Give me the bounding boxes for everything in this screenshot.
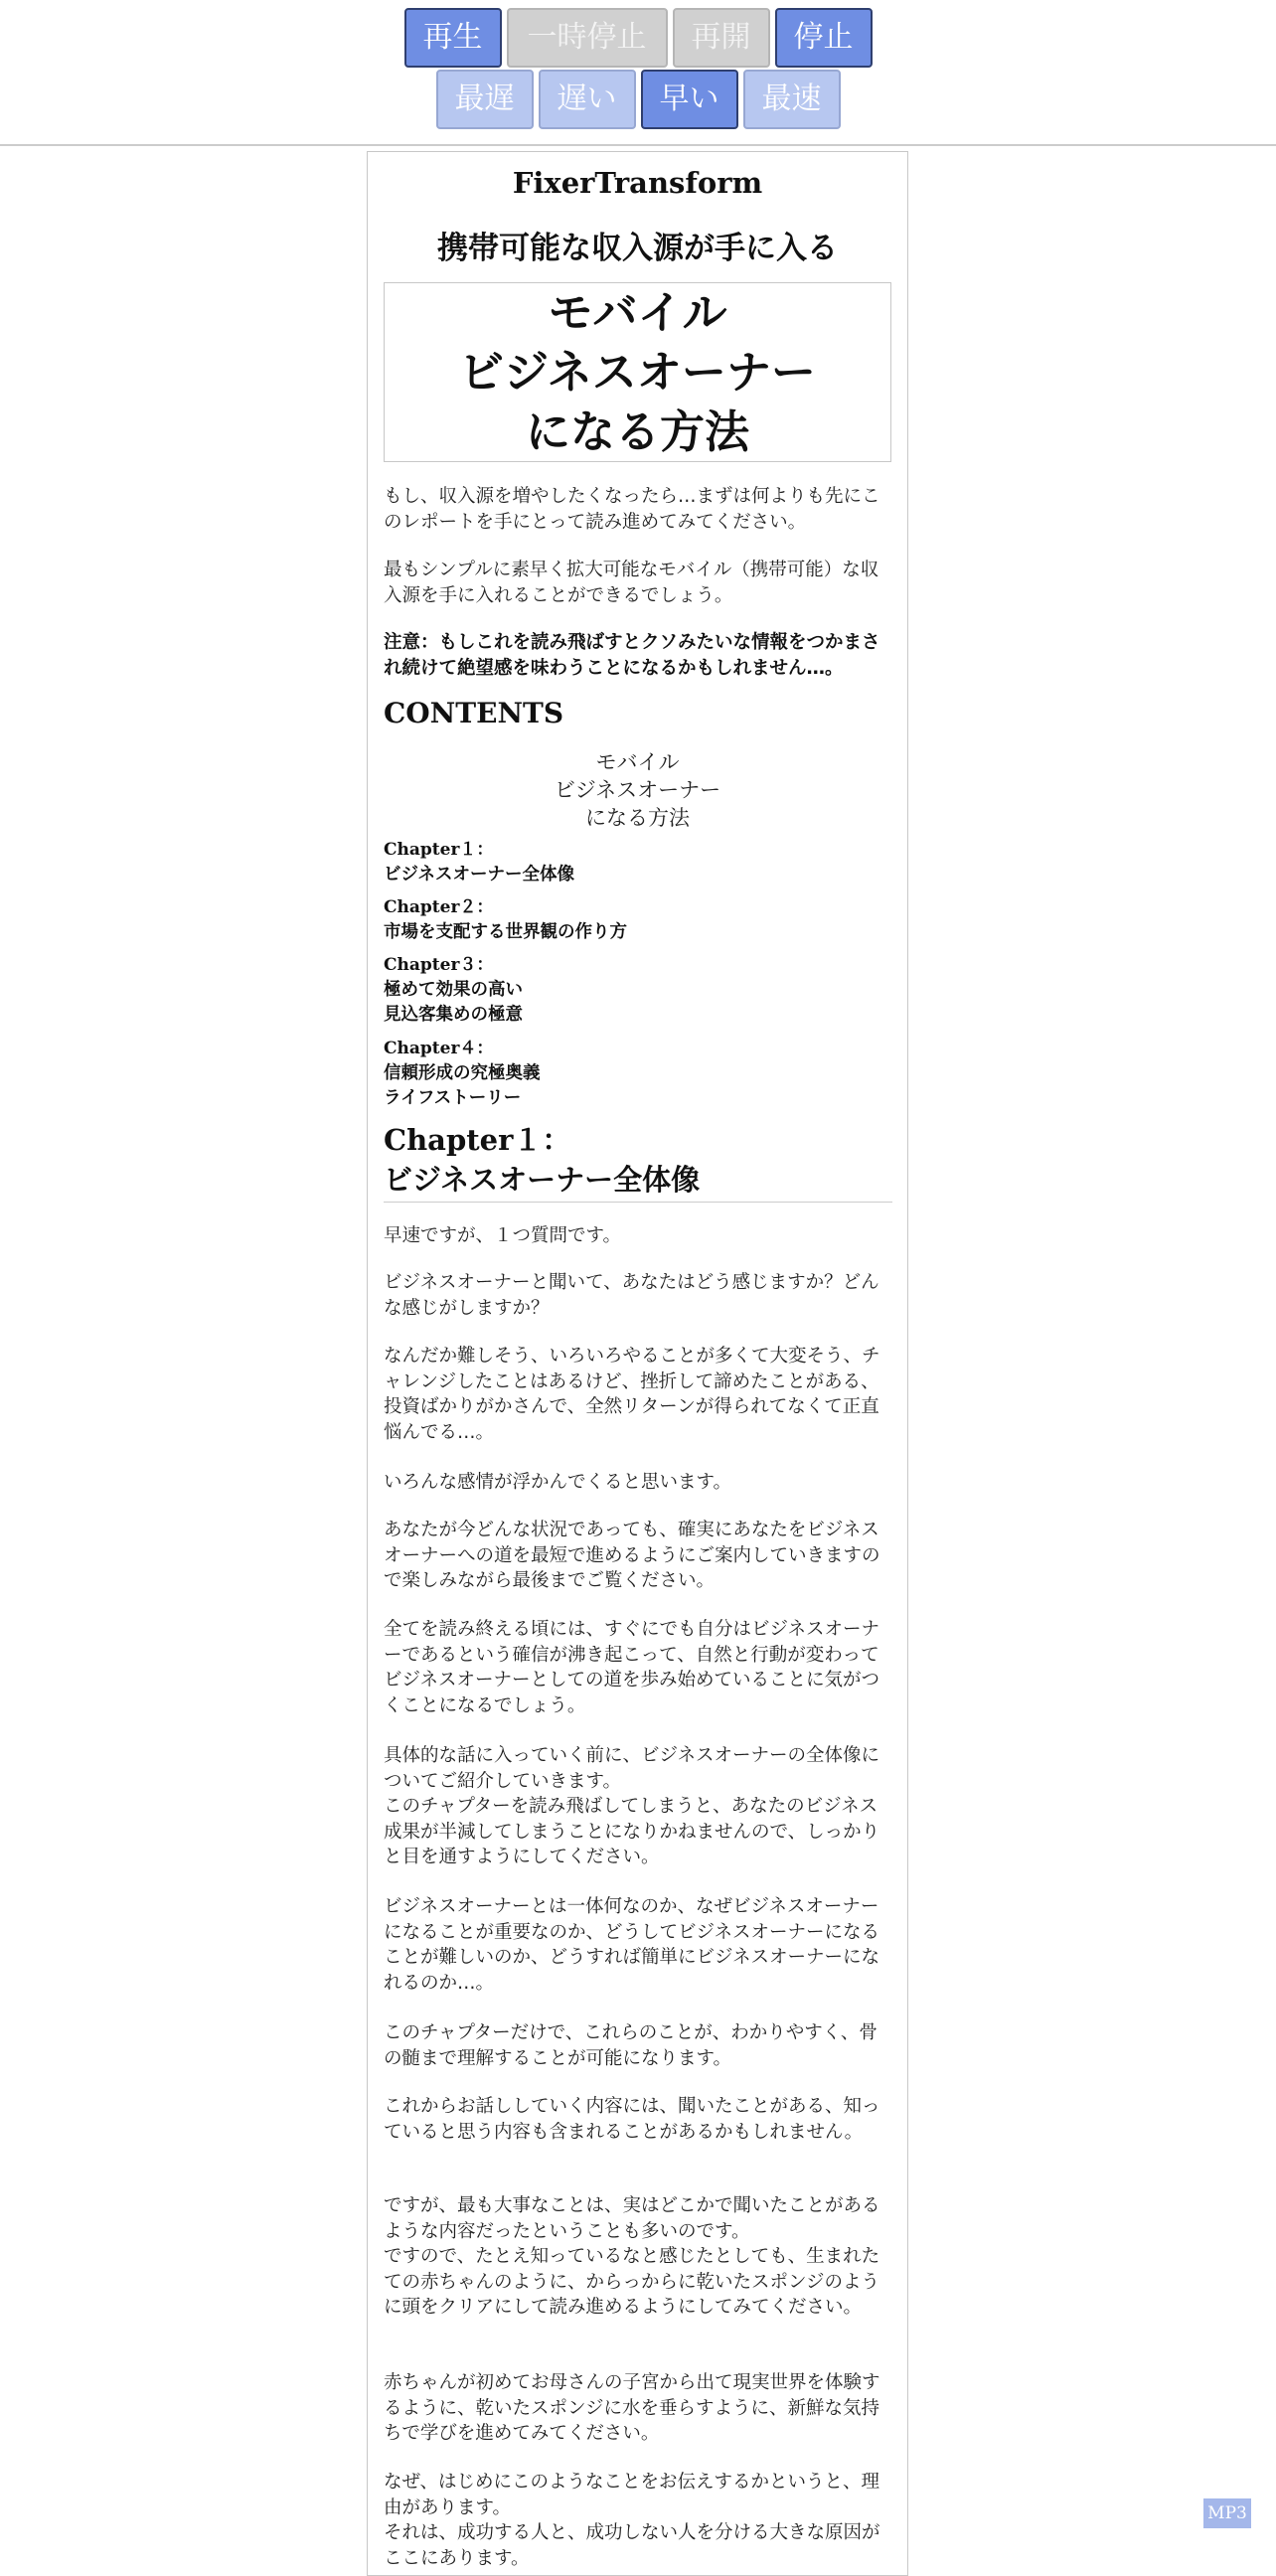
page-subtitle: 携帯可能な収入源が手に入る: [437, 231, 838, 266]
mp3-download-button[interactable]: MP3: [1203, 2498, 1251, 2528]
chapter-1-name: ビジネスオーナー全体像: [384, 1163, 701, 1197]
chapter-1-paragraph: いろんな感情が浮かんでくると思います。: [384, 1472, 732, 1493]
toc-chapter-label[interactable]: Chapter３：: [384, 955, 494, 975]
toc-book-title-line: ビジネスオーナー: [554, 778, 721, 802]
toc-chapter-label[interactable]: Chapter４：: [384, 1039, 494, 1058]
hero-title-line: モバイル: [548, 285, 727, 339]
speed-fast-button[interactable]: 早い: [641, 70, 738, 129]
hero-title-line: になる方法: [525, 404, 749, 458]
toc-chapter-title[interactable]: 市場を支配する世界観の作り方: [384, 922, 627, 942]
resume-button[interactable]: 再開: [673, 8, 770, 68]
chapter-1-paragraph: 具体的な話に入っていく前に、ビジネスオーナーの全体像についてご紹介していきます。 このチャプターを読み飛ばしてしまうと、あなたのビジネス成果が半減してしまうことになりかねませんので、しっかりと目を通すようにしてください。: [384, 1745, 880, 1867]
chapter-1-paragraph: 全てを読み終える頃には、すぐにでも自分はビジネスオーナーであるという確信が沸き起こって、自然と行動が変わってビジネスオーナーとしての道を歩み始めていることに気がつくことになるでしょう。: [384, 1619, 879, 1716]
chapter-1-heading: [384, 1120, 892, 1203]
toc-chapter-title[interactable]: 極めて効果の高い: [384, 980, 523, 1000]
chapter-1-paragraph: 早速ですが、１つ質問です。: [384, 1225, 622, 1246]
toc-chapter-label[interactable]: Chapter２：: [384, 897, 494, 917]
chapter-1-paragraph: ビジネスオーナーとは一体何なのか、なぜビジネスオーナーになることが重要なのか、どうしてビジネスオーナーになることが難しいのか、どうすれば簡単にビジネスオーナーになれるのか…。: [384, 1896, 879, 1994]
speed-fastest-button[interactable]: 最速: [743, 70, 841, 129]
chapter-1-paragraph: ビジネスオーナーと聞いて、あなたはどう感じますか？どんな感じがしますか？: [384, 1272, 879, 1319]
toc-chapter-title[interactable]: 信頼形成の究極奥義: [384, 1063, 541, 1083]
speed-buttons-row: [0, 70, 1276, 129]
chapter-1-paragraph: 赤ちゃんが初めてお母さんの子宮から出て現実世界を体験するように、乾いたスポンジに水を垂らすように、新鮮な気持ちで学びを進めてみてください。: [384, 2372, 880, 2444]
toc-chapter-title[interactable]: ライフストーリー: [384, 1088, 522, 1108]
toc-chapter-title[interactable]: ビジネスオーナー全体像: [384, 865, 574, 885]
chapter-1-paragraph: ですが、最も大事なことは、実はどこかで聞いたことがあるような内容だったということも多いのです。 ですので、たとえ知っているなと感じたとしても、生まれたての赤ちゃんのように、からっからに乾いたスポンジのように頭をクリアにして読み進めるようにしてみてください。: [384, 2195, 880, 2318]
speed-slow-button[interactable]: 遅い: [539, 70, 636, 129]
chapter-1-paragraph: このチャプターだけで、これらのことが、わかりやすく、骨の髄まで理解することが可能になります。: [384, 2022, 877, 2069]
speed-slowest-button[interactable]: 最遅: [436, 70, 534, 129]
toc-book-title-line: になる方法: [585, 806, 690, 830]
stop-button[interactable]: 停止: [775, 8, 873, 68]
playback-buttons-row: [0, 8, 1276, 68]
toc-chapter-label[interactable]: Chapter１：: [384, 840, 494, 860]
pause-button[interactable]: 一時停止: [507, 8, 668, 68]
hero-title-box: [384, 282, 891, 462]
hero-title: [459, 283, 816, 462]
toc-book-title-line: モバイル: [595, 750, 680, 774]
toc-book-title: [368, 748, 907, 832]
hero-title-line: ビジネスオーナー: [459, 345, 816, 399]
site-title: FixerTransform: [512, 166, 763, 200]
contents-heading: CONTENTS: [384, 697, 564, 729]
chapter-1-paragraph: あなたが今どんな状況であっても、確実にあなたをビジネスオーナーへの道を最短で進めるようにご案内していきますので楽しみながら最後までご覧ください。: [384, 1520, 880, 1591]
playback-control-bar: [0, 0, 1276, 146]
play-button[interactable]: 再生: [404, 8, 502, 68]
chapter-1-paragraph: なんだか難しそう、いろいろやることが多くて大変そう、チャレンジしたことはあるけど、挫折して諦めたことがある、投資ばかりがかさんで、全然リターンが得られてなくて正直悩んでる…。: [384, 1346, 880, 1443]
intro-paragraph: もし、収入源を増やしたくなったら…まずは何よりも先にこのレポートを手にとって読み進めてみてください。: [384, 486, 880, 533]
document-panel: [367, 151, 908, 2576]
chapter-1-label: Chapter１：: [384, 1123, 571, 1157]
intro-paragraph: 最もシンプルに素早く拡大可能なモバイル（携帯可能）な収入源を手に入れることができるでしょう。: [384, 560, 879, 606]
toc-chapter-title[interactable]: 見込客集めの極意: [384, 1005, 523, 1025]
chapter-1-paragraph: なぜ、はじめにこのようなことをお伝えするかというと、理由があります。 それは、成功する人と、成功しない人を分ける大きな原因がここにあります。: [384, 2472, 880, 2569]
warning-paragraph: 注意：もしこれを読み飛ばすとクソみたいな情報をつかまされ続けて絶望感を味わうことになるかもしれません…。: [384, 632, 880, 679]
chapter-1-paragraph: これからお話ししていく内容には、聞いたことがある、知っていると思う内容も含まれることがあるかもしれません。: [384, 2096, 880, 2143]
